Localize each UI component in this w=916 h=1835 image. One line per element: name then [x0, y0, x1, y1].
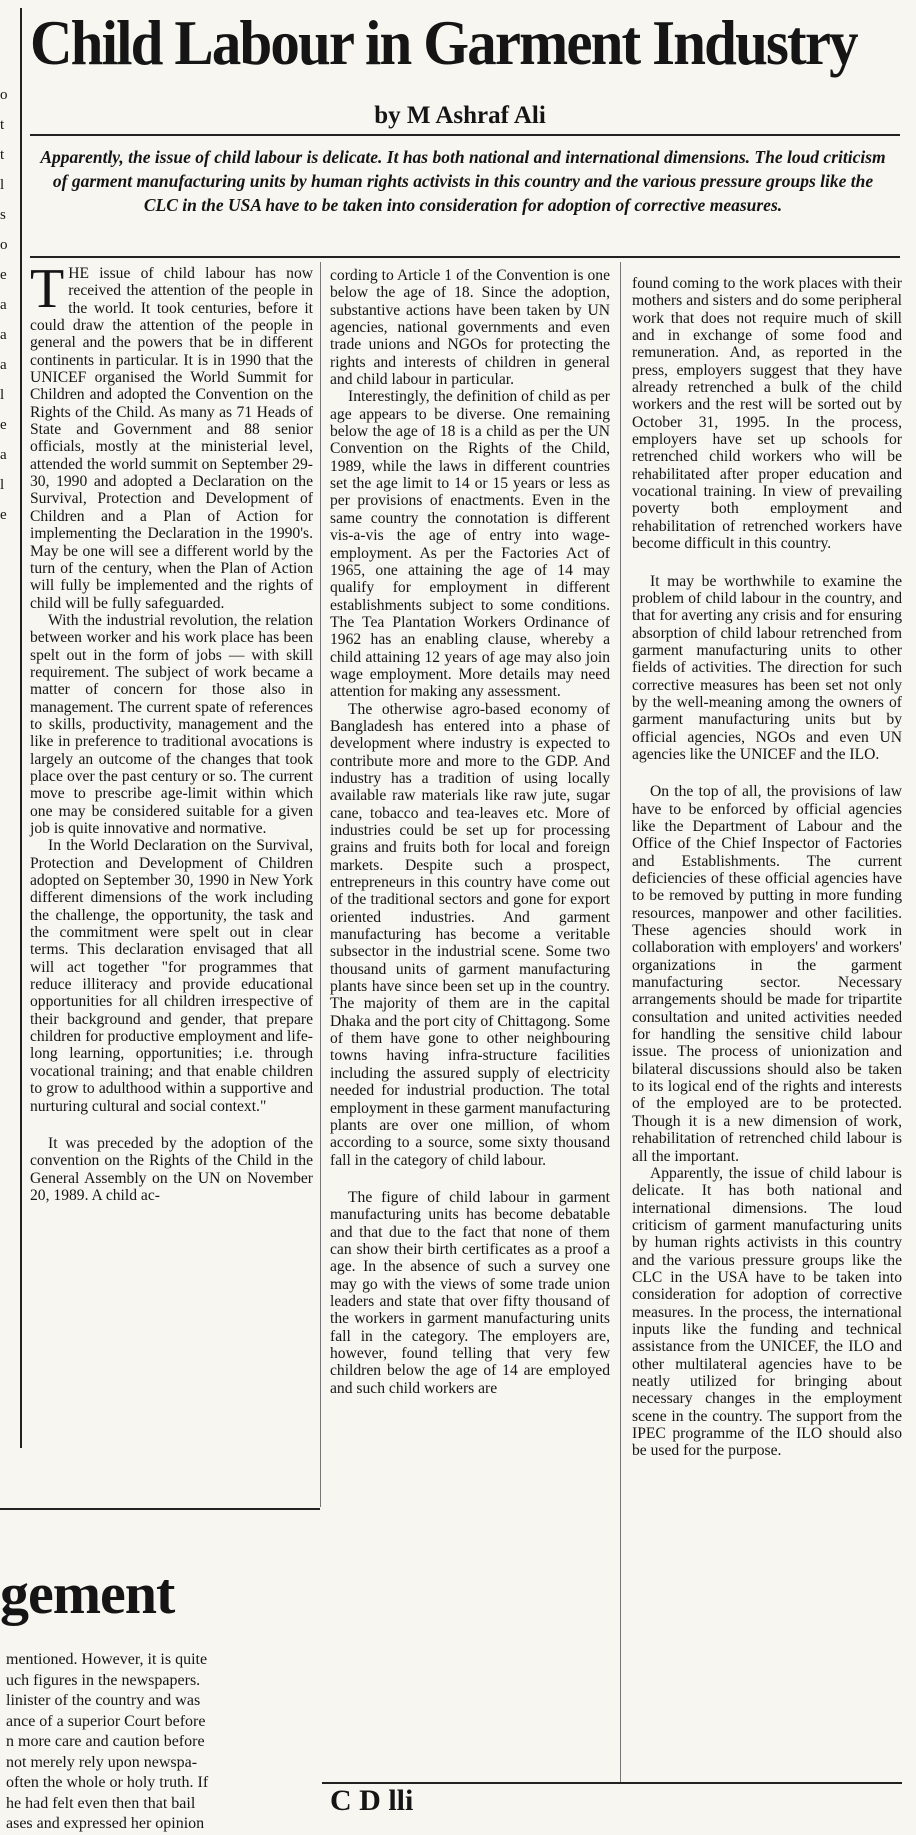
paragraph: The figure of child labour in garment manufacturing units has become debatable and that due to the fact that none of them can show their birth certificates as a proof a age. In the absence of such a survey one may go with the views of some trade union leaders and state that over fifty thousand of the workers in garment manufacturing units fall in the category. The employers are, however, found telling that very few children below the age of 14 are employed and such child workers are	[330, 1188, 610, 1397]
adjacent-line: uch figures in the newspapers.	[6, 1671, 201, 1689]
margin-letter: a	[0, 447, 7, 463]
adjacent-line: ance of a superior Court before	[6, 1712, 206, 1730]
margin-letter: e	[0, 417, 7, 433]
paragraph-text: HE issue of child labour has now received the attention of the people in the world. It took centuries, before it could draw the attention of the people in general and the powers that be in different continents in particular. It is in 1990 that the UNICEF organised the World Summit for Children and adopted the Convention on the Rights of the Child. As many as 71 Heads of State and Government and 88 senior officials, mostly at the ministerial level, attended the world summit on September 29-30, 1990 and adopted a Declaration on the Survival, Protection and Development of Children and a Plan of Action for implementing the Declaration in the 1990's. May be one will see a different world by the turn of the century, when the Plan of Action will fully be implemented and the rights of child will be fully safeguarded.	[30, 265, 313, 612]
margin-letter: o	[0, 237, 8, 253]
standfirst-divider	[30, 256, 900, 258]
article-column-1	[30, 258, 313, 1495]
left-column-rule	[20, 8, 22, 1448]
drop-cap: T	[30, 258, 65, 320]
paragraph: It was preceded by the adoption of the convention on the Rights of the Child in the General Assembly on the UN on November 20, 1989. A child ac-	[30, 1134, 313, 1204]
paragraph: In the World Declaration on the Survival, Protection and Development of Children adopted on September 30, 1990 in New York different dimensions of the work including the challenge, the opportunity, the task and the commitment were spelt out in clear terms. This declaration envisaged that all will act together "for programmes that reduce illiteracy and provide educational opportunities for all children irrespective of their background and gender, that prepare children for productive employment and life-long learning, opportunities; i.e. through vocational training; and that enable children to grow to adulthood within a supportive and nurturing cultural and social context."	[30, 837, 313, 1115]
margin-letter: e	[0, 267, 7, 283]
paragraph: cording to Article 1 of the Convention is one below the age of 18. Since the adoption, substantive actions have been taken by UN agencies, national governments and even trade unions and NGOs for protecting the rights and interests of children in general and child labour in particular.	[330, 267, 610, 389]
paragraph: found coming to the work places with their mothers and sisters and do some peripheral work that does not require much of skill and in exchange of some food and remuneration. And, as reported in the press, employers suggest that they have already retrenched a bulk of the child workers and the rest will be sorted out by October 31, 1995. In the process, employers have set up schools for retrenched child workers who will be rehabilitated after proper education and vocational training. In view of prevailing poverty both employment and rehabilitation of retrenched workers have become difficult in this country.	[632, 275, 902, 553]
next-article-title: C D lli	[330, 1784, 414, 1817]
margin-letter: l	[0, 477, 5, 493]
paragraph: Interestingly, the definition of child as per age appears to be diverse. One remaining below the age of 18 is a child as per the UN Convention on the Rights of the Child, 1989, while the laws in different countries set the age limit to 14 or 15 years or less as per provisions of enactments. Even in the same country the connotation is different vis-a-vis the age of entry into wage-employment. As per the Factories Act of 1965, one attaining the age of 14 may qualify for employment in different establishments subject to some conditions. The Tea Plantation Workers Ordinance of 1962 has an enabling clause, whereby a child attaining 12 years of age may also join wage employment. More details may need attention for making any assessment.	[330, 388, 610, 701]
margin-letter: a	[0, 297, 7, 313]
margin-letter: a	[0, 327, 7, 343]
adjacent-article-body	[6, 1650, 306, 1832]
paragraph	[30, 258, 313, 612]
column-rule	[320, 262, 321, 1507]
margin-letter: a	[0, 357, 7, 373]
adjacent-line: ases and expressed her opinion	[6, 1815, 205, 1832]
article-byline: by M Ashraf Ali	[374, 102, 546, 129]
adjacent-line: he had felt even then that bail	[6, 1794, 196, 1812]
article-column-2	[330, 267, 610, 1787]
paragraph: Apparently, the issue of child labour is delicate. It has both national and international dimensions. The loud criticism of garment manufacturing units by human rights activists in this country and the various pressure groups like the CLC in the USA have to be taken into consideration for adoption of corrective measures. In the process, the international inputs like the funding and technical assistance from the UNICEF, the ILO and other multilateral agencies have to be neatly utilized for bringing about necessary changes in the employment scene in the country. The support from the IPEC programme of the ILO should also be used for the purpose.	[632, 1164, 902, 1460]
margin-letter: t	[0, 147, 5, 163]
margin-letter: l	[0, 177, 5, 193]
paragraph: On the top of all, the provisions of law have to be enforced by official agencies like the Department of Labour and the Office of the Chief Inspector of Factories and Establishments. The current deficiencies of these official agencies have to be removed by putting in more funding resources, manpower and other facilities. These agencies should work in collaboration with employers' and workers' organizations in the garment manufacturing sector. Necessary arrangements should be made for tripartite consultation and united activities needed for handling the sensitive child labour issue. The process of unionization and bilateral discussions should also be taken to its logical end of the rights and interests of the employed are to be protected. Though it is a new dimension of work, rehabilitation of retrenched child labour is all the important.	[632, 783, 902, 1165]
margin-letter: t	[0, 117, 5, 133]
adjacent-article-divider	[0, 1508, 320, 1510]
adjacent-line: not merely rely upon newspa-	[6, 1753, 198, 1771]
article-standfirst: Apparently, the issue of child labour is delicate. It has both national and international dimensions. The loud criticism of garment manufacturing units by human rights activists in this country and the various pressure groups like the CLC in the USA have to be taken into consideration for adoption of corrective measures.	[40, 147, 886, 215]
paragraph: With the industrial revolution, the relation between worker and his work place has been spelt out in the form of jobs — with skill requirement. The subject of work became a matter of concern for those also in management. The current spate of references to skills, productivity, management and the like in preference to traditional avocations is largely an outcome of the changes that took place over the past century or so. The current move to prescribe age-limit within which one may be considered suitable for a given job is quite innovative and normative.	[30, 611, 313, 837]
adjacent-line: linister of the country and was	[6, 1692, 201, 1709]
left-margin-fragments	[0, 80, 14, 530]
margin-letter: s	[0, 207, 6, 223]
article-column-3	[632, 275, 902, 1785]
margin-letter: l	[0, 387, 5, 403]
adjacent-article-title: gement	[0, 1561, 175, 1626]
adjacent-line: n more care and caution before	[6, 1733, 205, 1750]
margin-letter: o	[0, 87, 8, 103]
article-headline: Child Labour in Garment Industry	[30, 7, 857, 78]
adjacent-line: mentioned. However, it is quite	[6, 1651, 208, 1668]
paragraph: The otherwise agro-based economy of Bangladesh has entered into a phase of development where industry is expected to contribute more and more to the GDP. And industry has a tradition of using locally available raw materials like raw jute, sugar cane, tobacco and tea-leaves etc. More of industries could be set up for processing grains and fruits both for local and foreign markets. Despite such a prospect, entrepreneurs in this country have come out of the traditional sectors and gone for export oriented industries. And garment manufacturing has become a veritable subsector in the industrial scene. Some two thousand units of garment manufacturing plants have since been set up in the country. The majority of them are in the capital Dhaka and the port city of Chittagong. Some of them have gone to other neighbouring towns having infra-structure facilities including the assured supply of electricity needed for industrial production. The total employment in these garment manufacturing plants are over one million, of whom according to a source, some sixty thousand fall in the category of child labour.	[330, 700, 610, 1169]
adjacent-line: often the whole or holy truth. If	[6, 1774, 209, 1791]
margin-letter: e	[0, 507, 7, 523]
paragraph: It may be worthwhile to examine the problem of child labour in the country, and that for averting any crisis and for ensuring absorption of child labour retrenched from garment manufacturing units to other fields of activities. The direction for such corrective measures has been set not only by the well-meaning among the owners of garment manufacturing units but by official agencies, NGOs and even UN agencies like the UNICEF and the ILO.	[632, 572, 902, 763]
column-rule	[620, 262, 621, 1782]
top-divider	[30, 134, 900, 136]
